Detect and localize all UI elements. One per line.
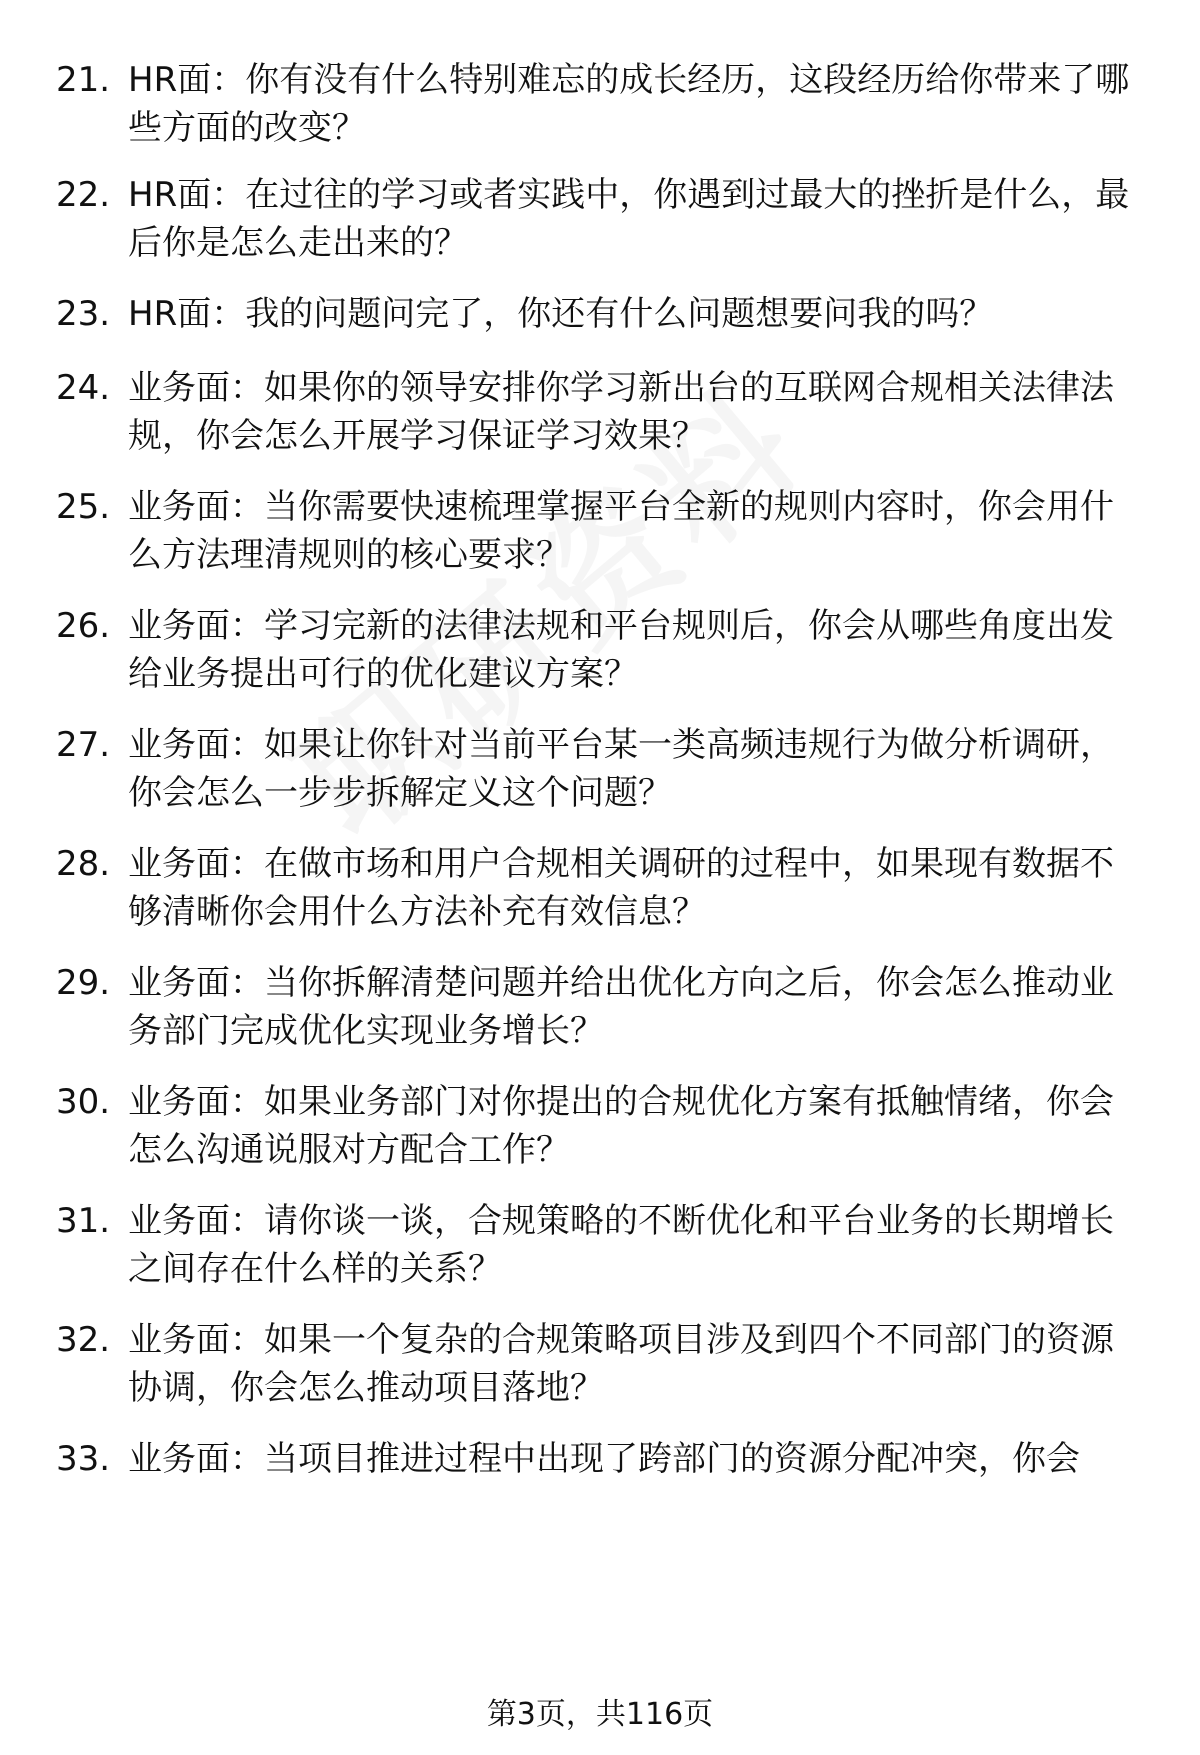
question-text: 业务面：如果你的领导安排你学习新出台的互联网合规相关法律法规，你会怎么开展学习保证学习效果？ xyxy=(128,368,1114,456)
question-number: 24. xyxy=(56,368,111,408)
question-text: 业务面：当你拆解清楚问题并给出优化方向之后，你会怎么推动业务部门完成优化实现业务增长？ xyxy=(128,963,1114,1051)
question-text: 业务面：当项目推进过程中出现了跨部门的资源分配冲突，你会 xyxy=(128,1439,1080,1479)
question-number: 29. xyxy=(56,963,111,1003)
question-text: 业务面：请你谈一谈，合规策略的不断优化和平台业务的长期增长之间存在什么样的关系？ xyxy=(128,1201,1114,1289)
question-item xyxy=(0,1078,1200,1178)
question-item xyxy=(0,959,1200,1059)
question-number: 26. xyxy=(56,606,111,646)
question-number: 23. xyxy=(56,294,111,334)
question-number: 22. xyxy=(56,175,111,215)
question-item xyxy=(0,602,1200,702)
question-item xyxy=(0,721,1200,821)
question-number: 27. xyxy=(56,725,111,765)
question-item xyxy=(0,364,1200,464)
question-item xyxy=(0,1197,1200,1297)
question-number: 21. xyxy=(56,60,111,100)
question-text: HR面：你有没有什么特别难忘的成长经历，这段经历给你带来了哪些方面的改变？ xyxy=(128,60,1130,148)
question-number: 31. xyxy=(56,1201,111,1241)
page-footer: 第3页，共116页 xyxy=(486,1697,714,1732)
question-item xyxy=(0,483,1200,583)
question-item xyxy=(0,1435,1200,1535)
question-number: 30. xyxy=(56,1082,111,1122)
question-text: HR面：我的问题问完了，你还有什么问题想要问我的吗？ xyxy=(128,294,994,334)
question-text: HR面：在过往的学习或者实践中，你遇到过最大的挫折是什么，最后你是怎么走出来的？ xyxy=(128,175,1130,263)
question-text: 业务面：当你需要快速梳理掌握平台全新的规则内容时，你会用什么方法理清规则的核心要求？ xyxy=(128,487,1114,575)
question-item xyxy=(0,1316,1200,1416)
question-item xyxy=(0,56,1200,156)
question-text: 业务面：如果业务部门对你提出的合规优化方案有抵触情绪，你会怎么沟通说服对方配合工作？ xyxy=(128,1082,1114,1170)
question-number: 33. xyxy=(56,1439,111,1479)
question-text: 业务面：在做市场和用户合规相关调研的过程中，如果现有数据不够清晰你会用什么方法补充有效信息？ xyxy=(128,844,1114,932)
question-text: 业务面：学习完新的法律法规和平台规则后，你会从哪些角度出发给业务提出可行的优化建议方案？ xyxy=(128,606,1114,694)
question-text: 业务面：如果一个复杂的合规策略项目涉及到四个不同部门的资源协调，你会怎么推动项目落地？ xyxy=(128,1320,1114,1408)
question-number: 32. xyxy=(56,1320,111,1360)
question-number: 25. xyxy=(56,487,111,527)
question-item xyxy=(0,840,1200,940)
question-text: 业务面：如果让你针对当前平台某一类高频违规行为做分析调研，你会怎么一步步拆解定义这个问题？ xyxy=(128,725,1114,813)
question-number: 28. xyxy=(56,844,111,884)
question-item xyxy=(0,171,1200,271)
